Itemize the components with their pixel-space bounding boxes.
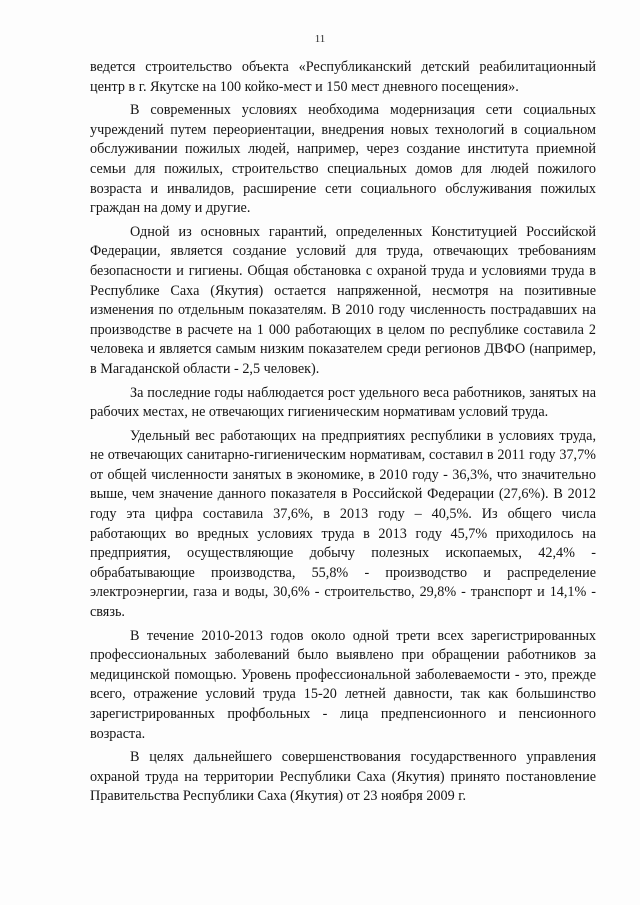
paragraph-harmful-conditions-statistics: Удельный вес работающих на предприятиях республики в условиях труда, не отвечающих санитарно-гигиеническим нормативам, составил в 2011 году 37,7% от общей численности занятых в экономике, в 2010 году - 36,3%, что значительно выше, чем значение данного показателя в Российской Федерации (27,6%). В 2012 году эта цифра составила 37,6%, в 2013 году – 40,5%. Из общего числа работающих во вредных условиях труда в 2013 году 45,7% приходилось на предприятия, осуществляющие добычу полезных ископаемых, 42,4% - обрабатывающие производства, 55,8% - производство и распределение электроэнергии, газа и воды, 30,6% - строительство, 29,8% - транспорт и 14,1% - связь. [90,427,596,621]
paragraph-occupational-diseases: В течение 2010-2013 годов около одной трети всех зарегистрированных профессиональных заболеваний было выявлено при обращении работников за медицинской помощью. Уровень профессиональной заболеваемости - это, прежде всего, отражение условий труда 15-20 летней давности, так как большинство зарегистрированных профбольных - лица предпенсионного и пенсионного возраста. [90,627,596,742]
paragraph-state-labor-management: В целях дальнейшего совершенствования государственного управления охраной труда на территории Республики Саха (Якутия) принято постановление Правительства Республики Саха (Якутия) от 23 ноября 2009 г. [90,749,596,805]
body-text [90,58,596,807]
paragraph-labor-safety-conditions: Одной из основных гарантий, определенных Конституцией Российской Федерации, является создание условий для труда, отвечающих требованиям безопасности и гигиены. Общая обстановка с охраной труда и условиями труда в Республике Саха (Якутия) остается напряженной, несмотря на позитивные изменения по отдельным показателям. В 2010 году численность пострадавших на производстве в расчете на 1 000 работающих в целом по республике составила 2 человека и является самым низким показателем среди регионов ДВФО (например, в Магаданской области - 2,5 человек). [90,223,596,377]
paragraph-harmful-workplaces-growth: За последние годы наблюдается рост удельного веса работников, занятых на рабочих местах, не отвечающих гигиеническим нормативам условий труда. [90,384,596,421]
page-number: 11 [314,33,326,45]
paragraph-continued-rehab-center: ведется строительство объекта «Республиканский детский реабилитационный центр в г. Якутске на 100 койко-мест и 150 мест дневного посещения». [90,59,596,95]
paragraph-social-institutions-modernization: В современных условиях необходима модернизация сети социальных учреждений путем переориентации, внедрения новых технологий в социальном обслуживании пожилых людей, например, через создание института приемной семьи для пожилых, строительство специальных домов для людей пожилого возраста и инвалидов, расширение сети социального обслуживания пожилых граждан на дому и другие. [90,102,596,217]
